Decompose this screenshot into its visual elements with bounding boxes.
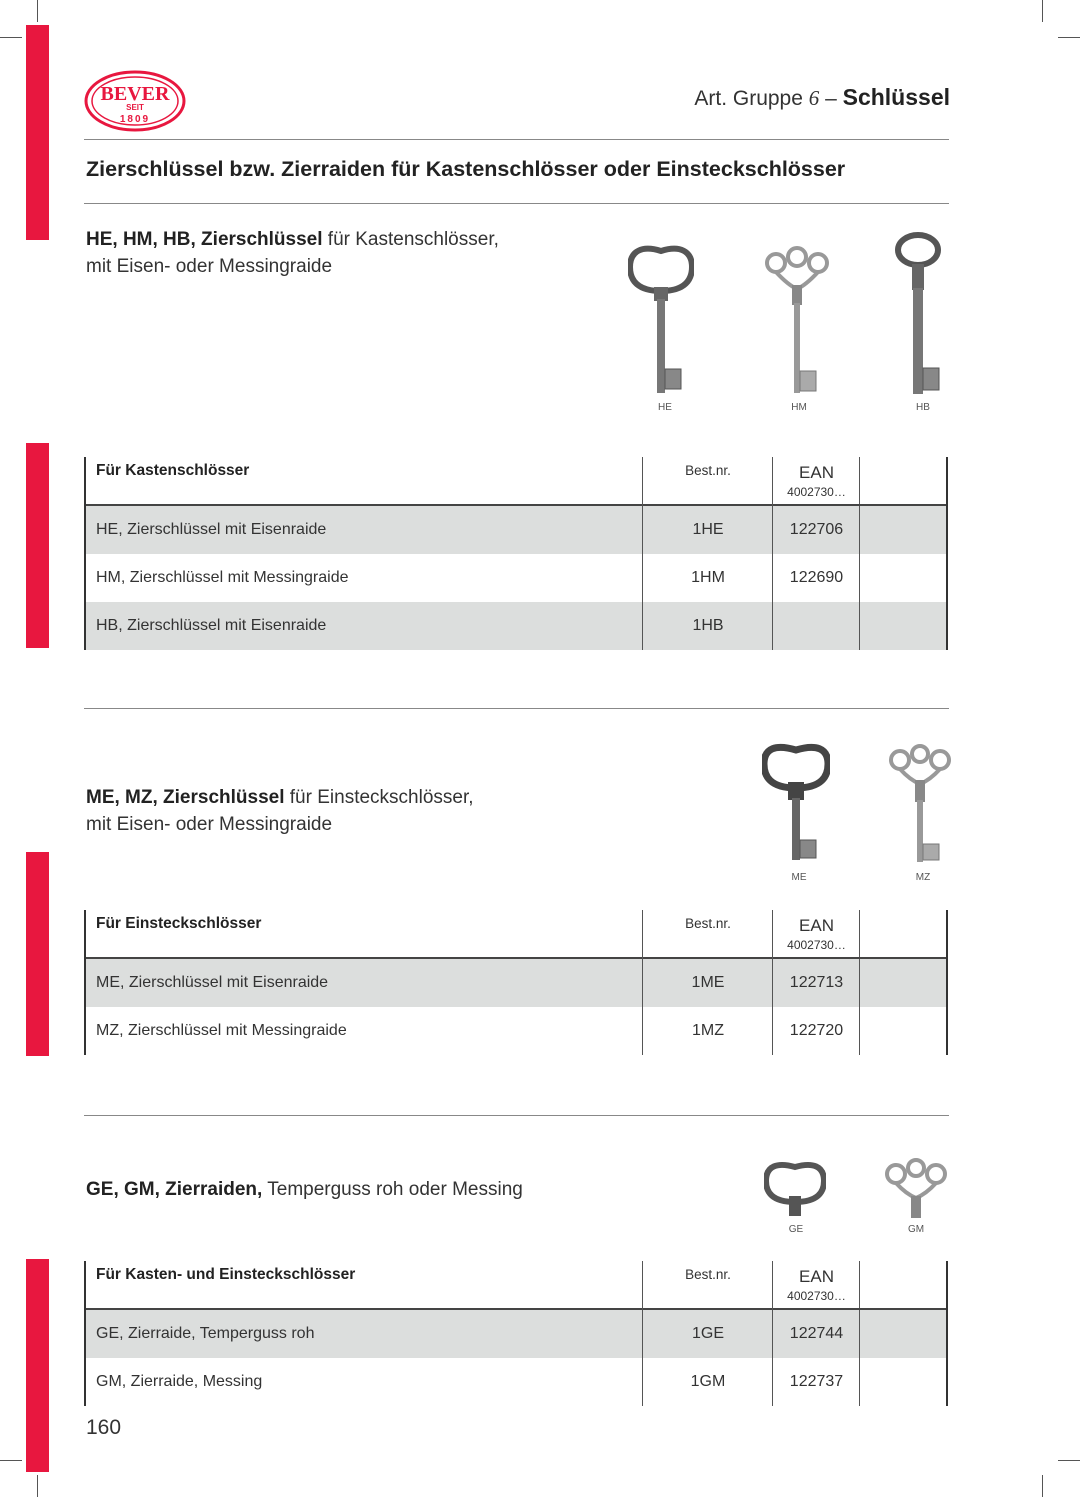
logo-year-text: 1809 [119,114,151,125]
crop-mark [1042,1475,1043,1497]
group-separator: – [819,87,843,110]
group-header [694,84,950,111]
section-title-rest: für Einsteckschlösser, [284,787,474,808]
ean-label: EAN [799,1267,834,1286]
row-ean: 122713 [772,959,860,1007]
empty-cell [859,602,945,650]
col-bestnr-header: Best.nr. [642,457,773,510]
table-row [86,1358,946,1406]
table-row [86,1007,946,1055]
row-bestnr: 1HB [642,602,773,650]
bever-logo [84,70,186,132]
crop-mark [1058,1460,1080,1461]
edge-tab [26,443,49,648]
col-ean-header [772,1261,860,1314]
product-table [84,457,948,650]
crop-mark [1058,37,1080,38]
group-prefix: Art. Gruppe [694,87,809,110]
ean-prefix: 4002730… [787,485,846,499]
image-caption: MZ [915,872,931,883]
row-description: GE, Zierraide, Temperguss roh [96,1325,315,1342]
row-bestnr: 1HE [642,506,773,554]
section-subtitle: mit Eisen- oder Messingraide [86,256,333,277]
section-title [86,784,474,838]
row-bestnr: 1GE [642,1310,773,1358]
crop-mark [37,0,38,22]
table-header-row [86,910,946,959]
col-bestnr-header: Best.nr. [642,910,773,963]
row-description: HM, Zierschlüssel mit Messingraide [96,569,349,586]
empty-cell [859,1310,945,1358]
row-ean: 122720 [772,1007,860,1055]
row-ean: 122744 [772,1310,860,1358]
row-ean: 122737 [772,1358,860,1406]
section-title-bold: GE, GM, Zierraiden, [86,1179,263,1200]
page-number: 160 [86,1416,122,1439]
table-header-row [86,457,946,506]
product-table [84,910,948,1055]
row-description: GM, Zierraide, Messing [96,1373,263,1390]
crop-mark [37,1475,38,1497]
table-row [86,1310,946,1358]
divider [84,708,949,709]
raide-ge-image [764,1160,826,1218]
key-mz-image [888,744,952,862]
row-description: ME, Zierschlüssel mit Eisenraide [96,974,329,991]
section-title-rest: Temperguss roh oder Messing [262,1179,523,1200]
group-number: 6 [808,86,820,110]
section-title-bold: ME, MZ, Zierschlüssel [86,787,285,808]
crop-mark [1042,0,1043,22]
row-description: MZ, Zierschlüssel mit Messingraide [96,1022,347,1039]
empty-cell [859,554,945,602]
group-name: Schlüssel [842,84,950,110]
table-row [86,506,946,554]
empty-cell [859,959,945,1007]
key-he-image [628,243,694,393]
ean-prefix: 4002730… [787,938,846,952]
table-row [86,554,946,602]
image-caption: ME [791,872,807,883]
ean-prefix: 4002730… [787,1289,846,1303]
section-title-rest: für Kastenschlösser, [322,229,499,250]
row-bestnr: 1HM [642,554,773,602]
row-ean: 122706 [772,506,860,554]
key-hm-image [764,245,830,393]
image-caption: HB [916,402,930,413]
table-heading: Für Kasten- und Einsteckschlösser [96,1266,356,1283]
table-header-row [86,1261,946,1310]
row-bestnr: 1ME [642,959,773,1007]
divider [84,203,949,204]
product-table [84,1261,948,1406]
logo-brand-text: BEVER [100,83,170,105]
empty-cell [859,457,945,504]
divider [84,1115,949,1116]
raide-gm-image [884,1158,948,1220]
image-caption: HM [791,402,807,413]
section-title [86,226,499,280]
key-hb-image [892,232,948,394]
crop-mark [0,1460,22,1461]
key-me-image [762,742,830,860]
col-bestnr-header: Best.nr. [642,1261,773,1314]
row-description: HE, Zierschlüssel mit Eisenraide [96,521,327,538]
table-row [86,602,946,650]
edge-tab [26,1259,49,1472]
empty-cell [859,506,945,554]
image-caption: GE [788,1224,804,1235]
row-bestnr: 1MZ [642,1007,773,1055]
empty-cell [859,1261,945,1308]
table-heading: Für Kastenschlösser [96,462,250,479]
section-subtitle: mit Eisen- oder Messingraide [86,814,333,835]
row-ean: 122690 [772,554,860,602]
ean-label: EAN [799,916,834,935]
col-ean-header [772,457,860,510]
section-title-bold: HE, HM, HB, Zierschlüssel [86,229,323,250]
col-ean-header [772,910,860,963]
section-title [86,1176,523,1203]
divider [84,139,949,140]
image-caption: GM [907,1224,925,1235]
row-ean [772,602,860,650]
empty-cell [859,1358,945,1406]
edge-tab [26,852,49,1056]
row-description: HB, Zierschlüssel mit Eisenraide [96,617,327,634]
logo-seit-text: SEIT [126,103,144,112]
table-heading: Für Einsteckschlösser [96,915,262,932]
row-bestnr: 1GM [642,1358,773,1406]
image-caption: HE [658,402,672,413]
ean-label: EAN [799,463,834,482]
crop-mark [0,37,22,38]
edge-tab [26,25,49,240]
page-title: Zierschlüssel bzw. Zierraiden für Kastenschlösser oder Einsteckschlösser [86,157,846,181]
empty-cell [859,910,945,957]
table-row [86,959,946,1007]
empty-cell [859,1007,945,1055]
